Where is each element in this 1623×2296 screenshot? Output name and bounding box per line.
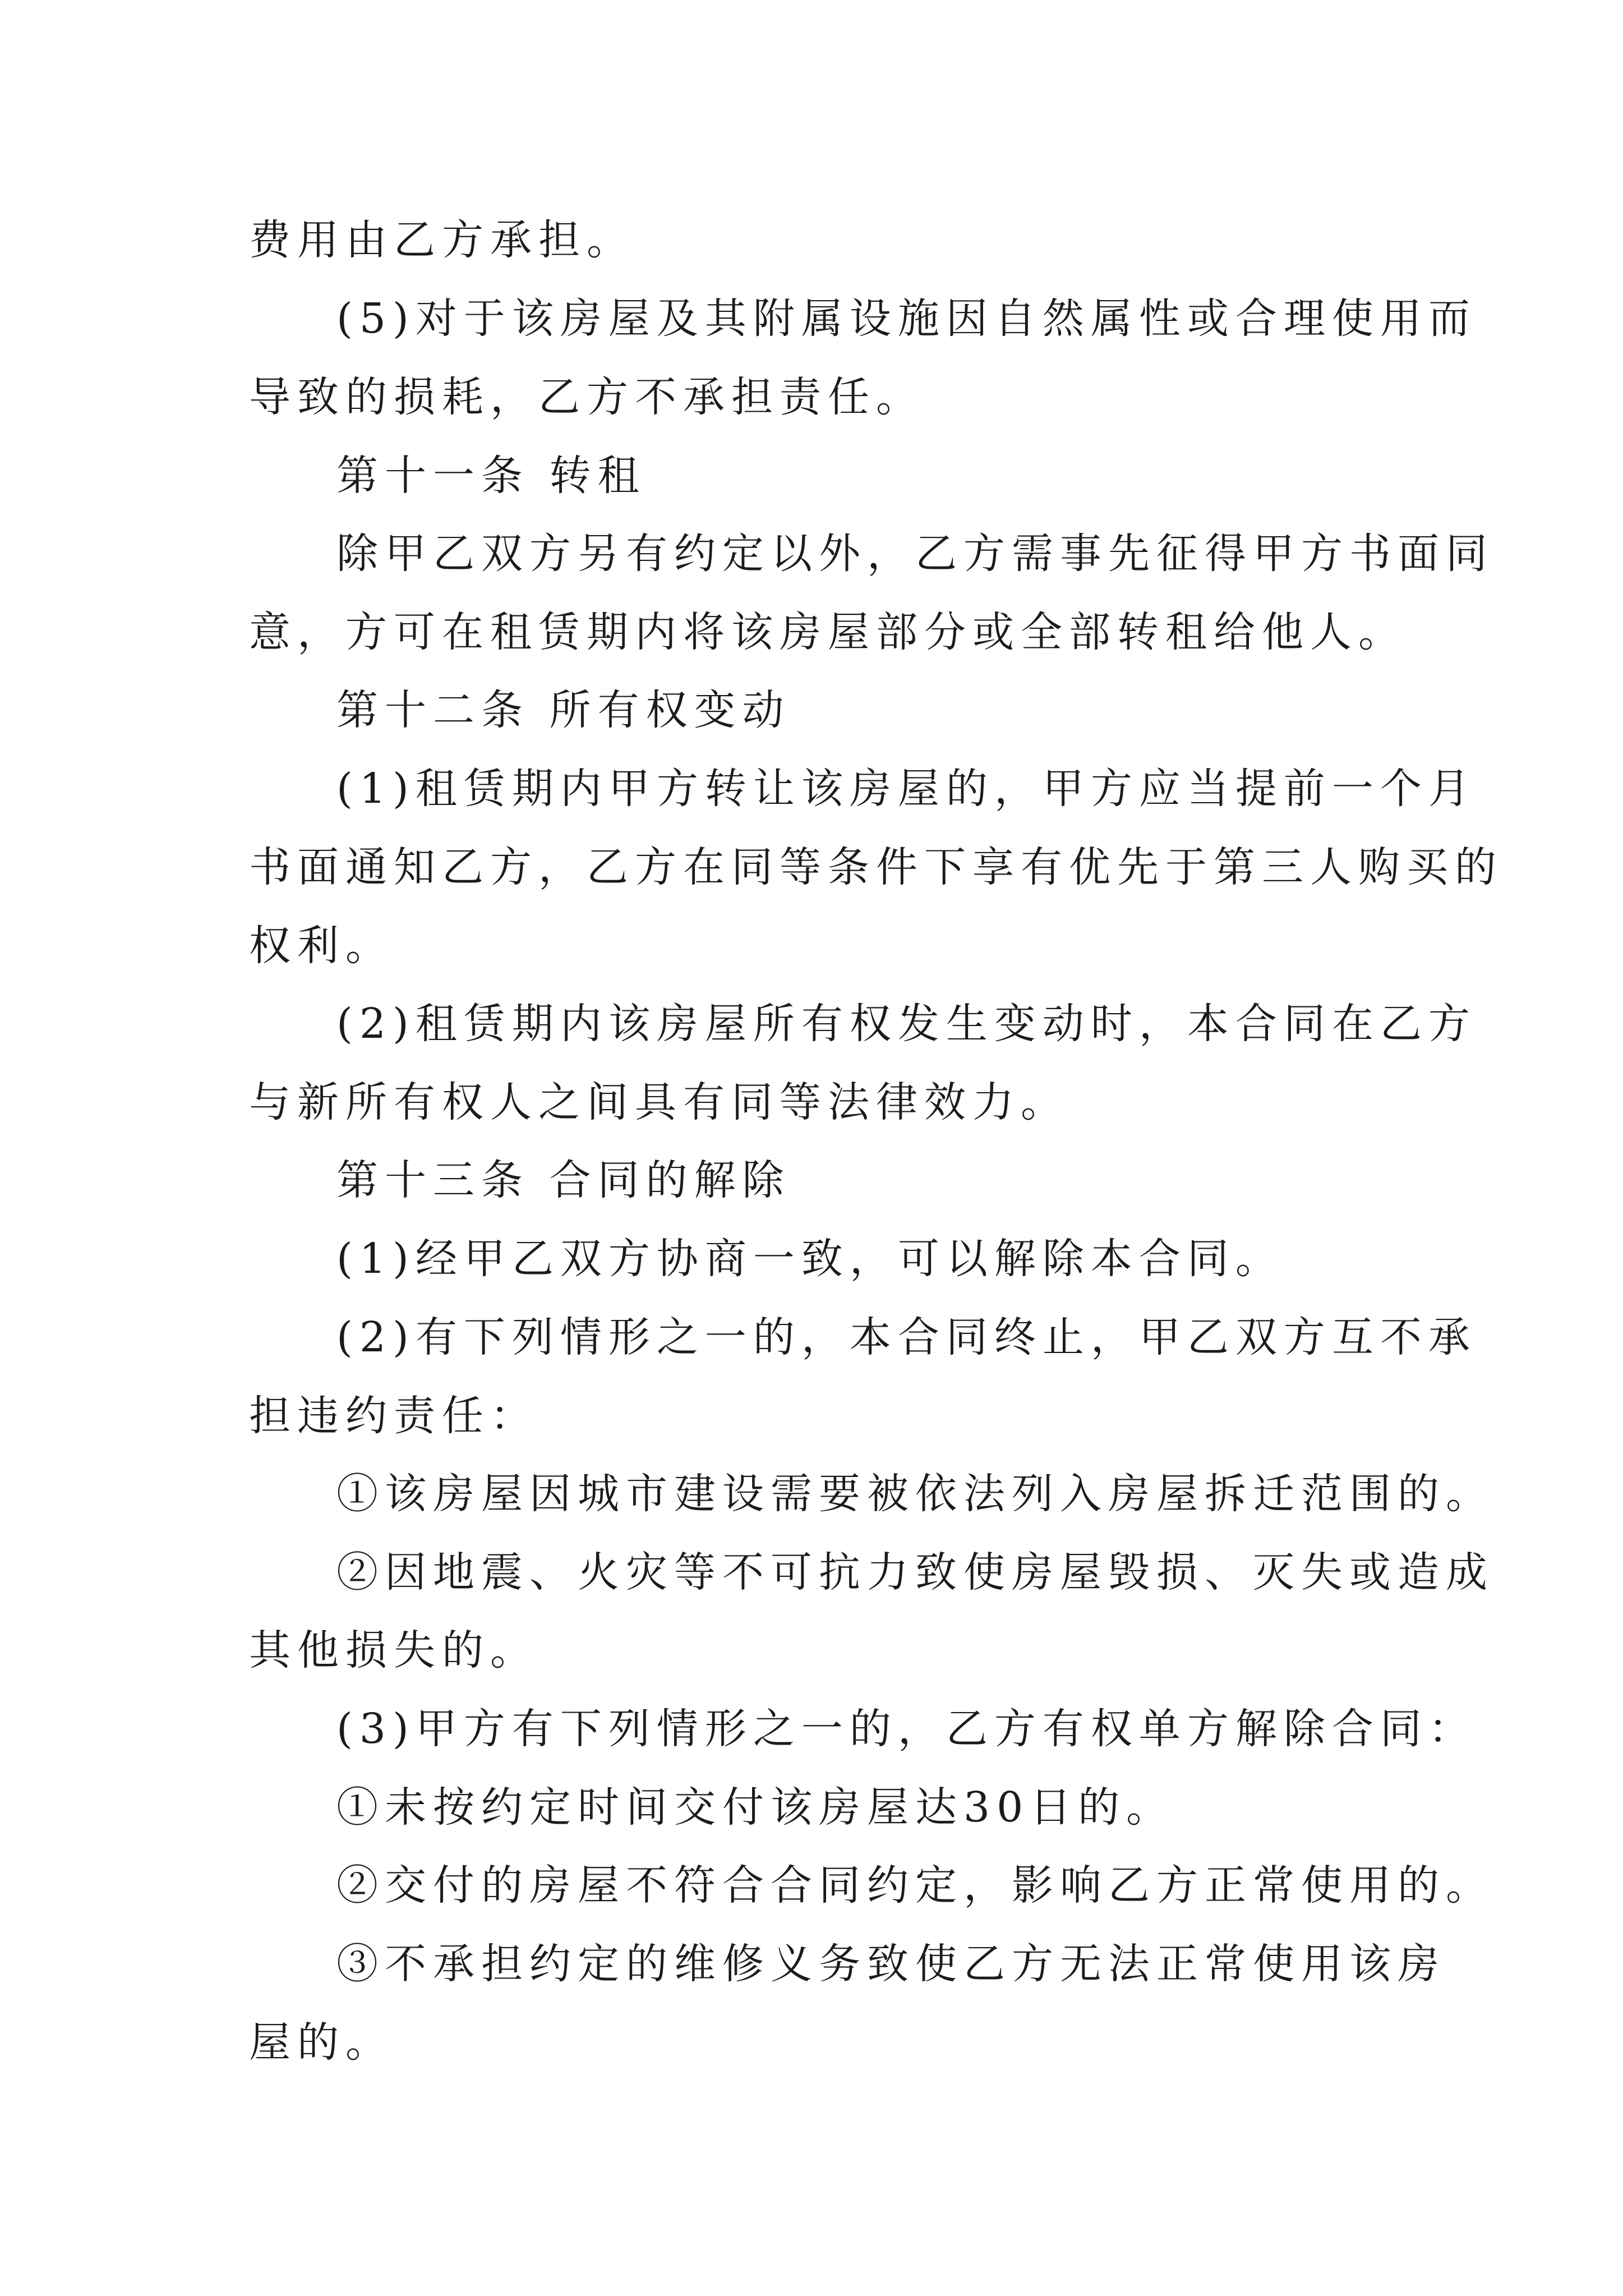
- text-line: 书面通知乙方，乙方在同等条件下享有优先于第三人购买的: [249, 843, 1503, 891]
- text-line: 担违约责任：: [249, 1392, 538, 1440]
- text-line: (3)甲方有下列情形之一的，乙方有权单方解除合同：: [336, 1705, 1477, 1753]
- text-line: 其他损失的。: [249, 1626, 538, 1674]
- text-line: (1)租赁期内甲方转让该房屋的，甲方应当提前一个月: [336, 765, 1477, 813]
- text-line: (1)经甲乙双方协商一致，可以解除本合同。: [336, 1235, 1284, 1283]
- text-line: 意，方可在租赁期内将该房屋部分或全部转租给他人。: [249, 608, 1407, 656]
- text-line: (2)租赁期内该房屋所有权发生变动时，本合同在乙方: [336, 1000, 1477, 1048]
- text-line: 屋的。: [249, 2018, 394, 2067]
- text-line: ②因地震、火灾等不可抗力致使房屋毁损、灭失或造成: [336, 1548, 1494, 1596]
- text-line: 导致的损耗，乙方不承担责任。: [249, 373, 924, 421]
- text-line: ②交付的房屋不符合合同约定，影响乙方正常使用的。: [336, 1861, 1494, 1910]
- text-line: (5)对于该房屋及其附属设施因自然属性或合理使用而: [336, 295, 1477, 343]
- text-line: ③不承担约定的维修义务致使乙方无法正常使用该房: [336, 1940, 1446, 1988]
- text-line: (2)有下列情形之一的，本合同终止，甲乙双方互不承: [336, 1313, 1477, 1361]
- section-heading: 第十三条 合同的解除: [336, 1156, 791, 1204]
- text-line: 费用由乙方承担。: [249, 216, 635, 264]
- text-line: 除甲乙双方另有约定以外，乙方需事先征得甲方书面同: [336, 530, 1494, 578]
- text-line: ①未按约定时间交付该房屋达30日的。: [336, 1783, 1175, 1832]
- section-heading: 第十一条 转租: [336, 452, 646, 500]
- text-line: 权利。: [249, 922, 394, 970]
- text-line: ①该房屋因城市建设需要被依法列入房屋拆迁范围的。: [336, 1470, 1494, 1518]
- section-heading: 第十二条 所有权变动: [336, 686, 791, 734]
- text-line: 与新所有权人之间具有同等法律效力。: [249, 1078, 1069, 1126]
